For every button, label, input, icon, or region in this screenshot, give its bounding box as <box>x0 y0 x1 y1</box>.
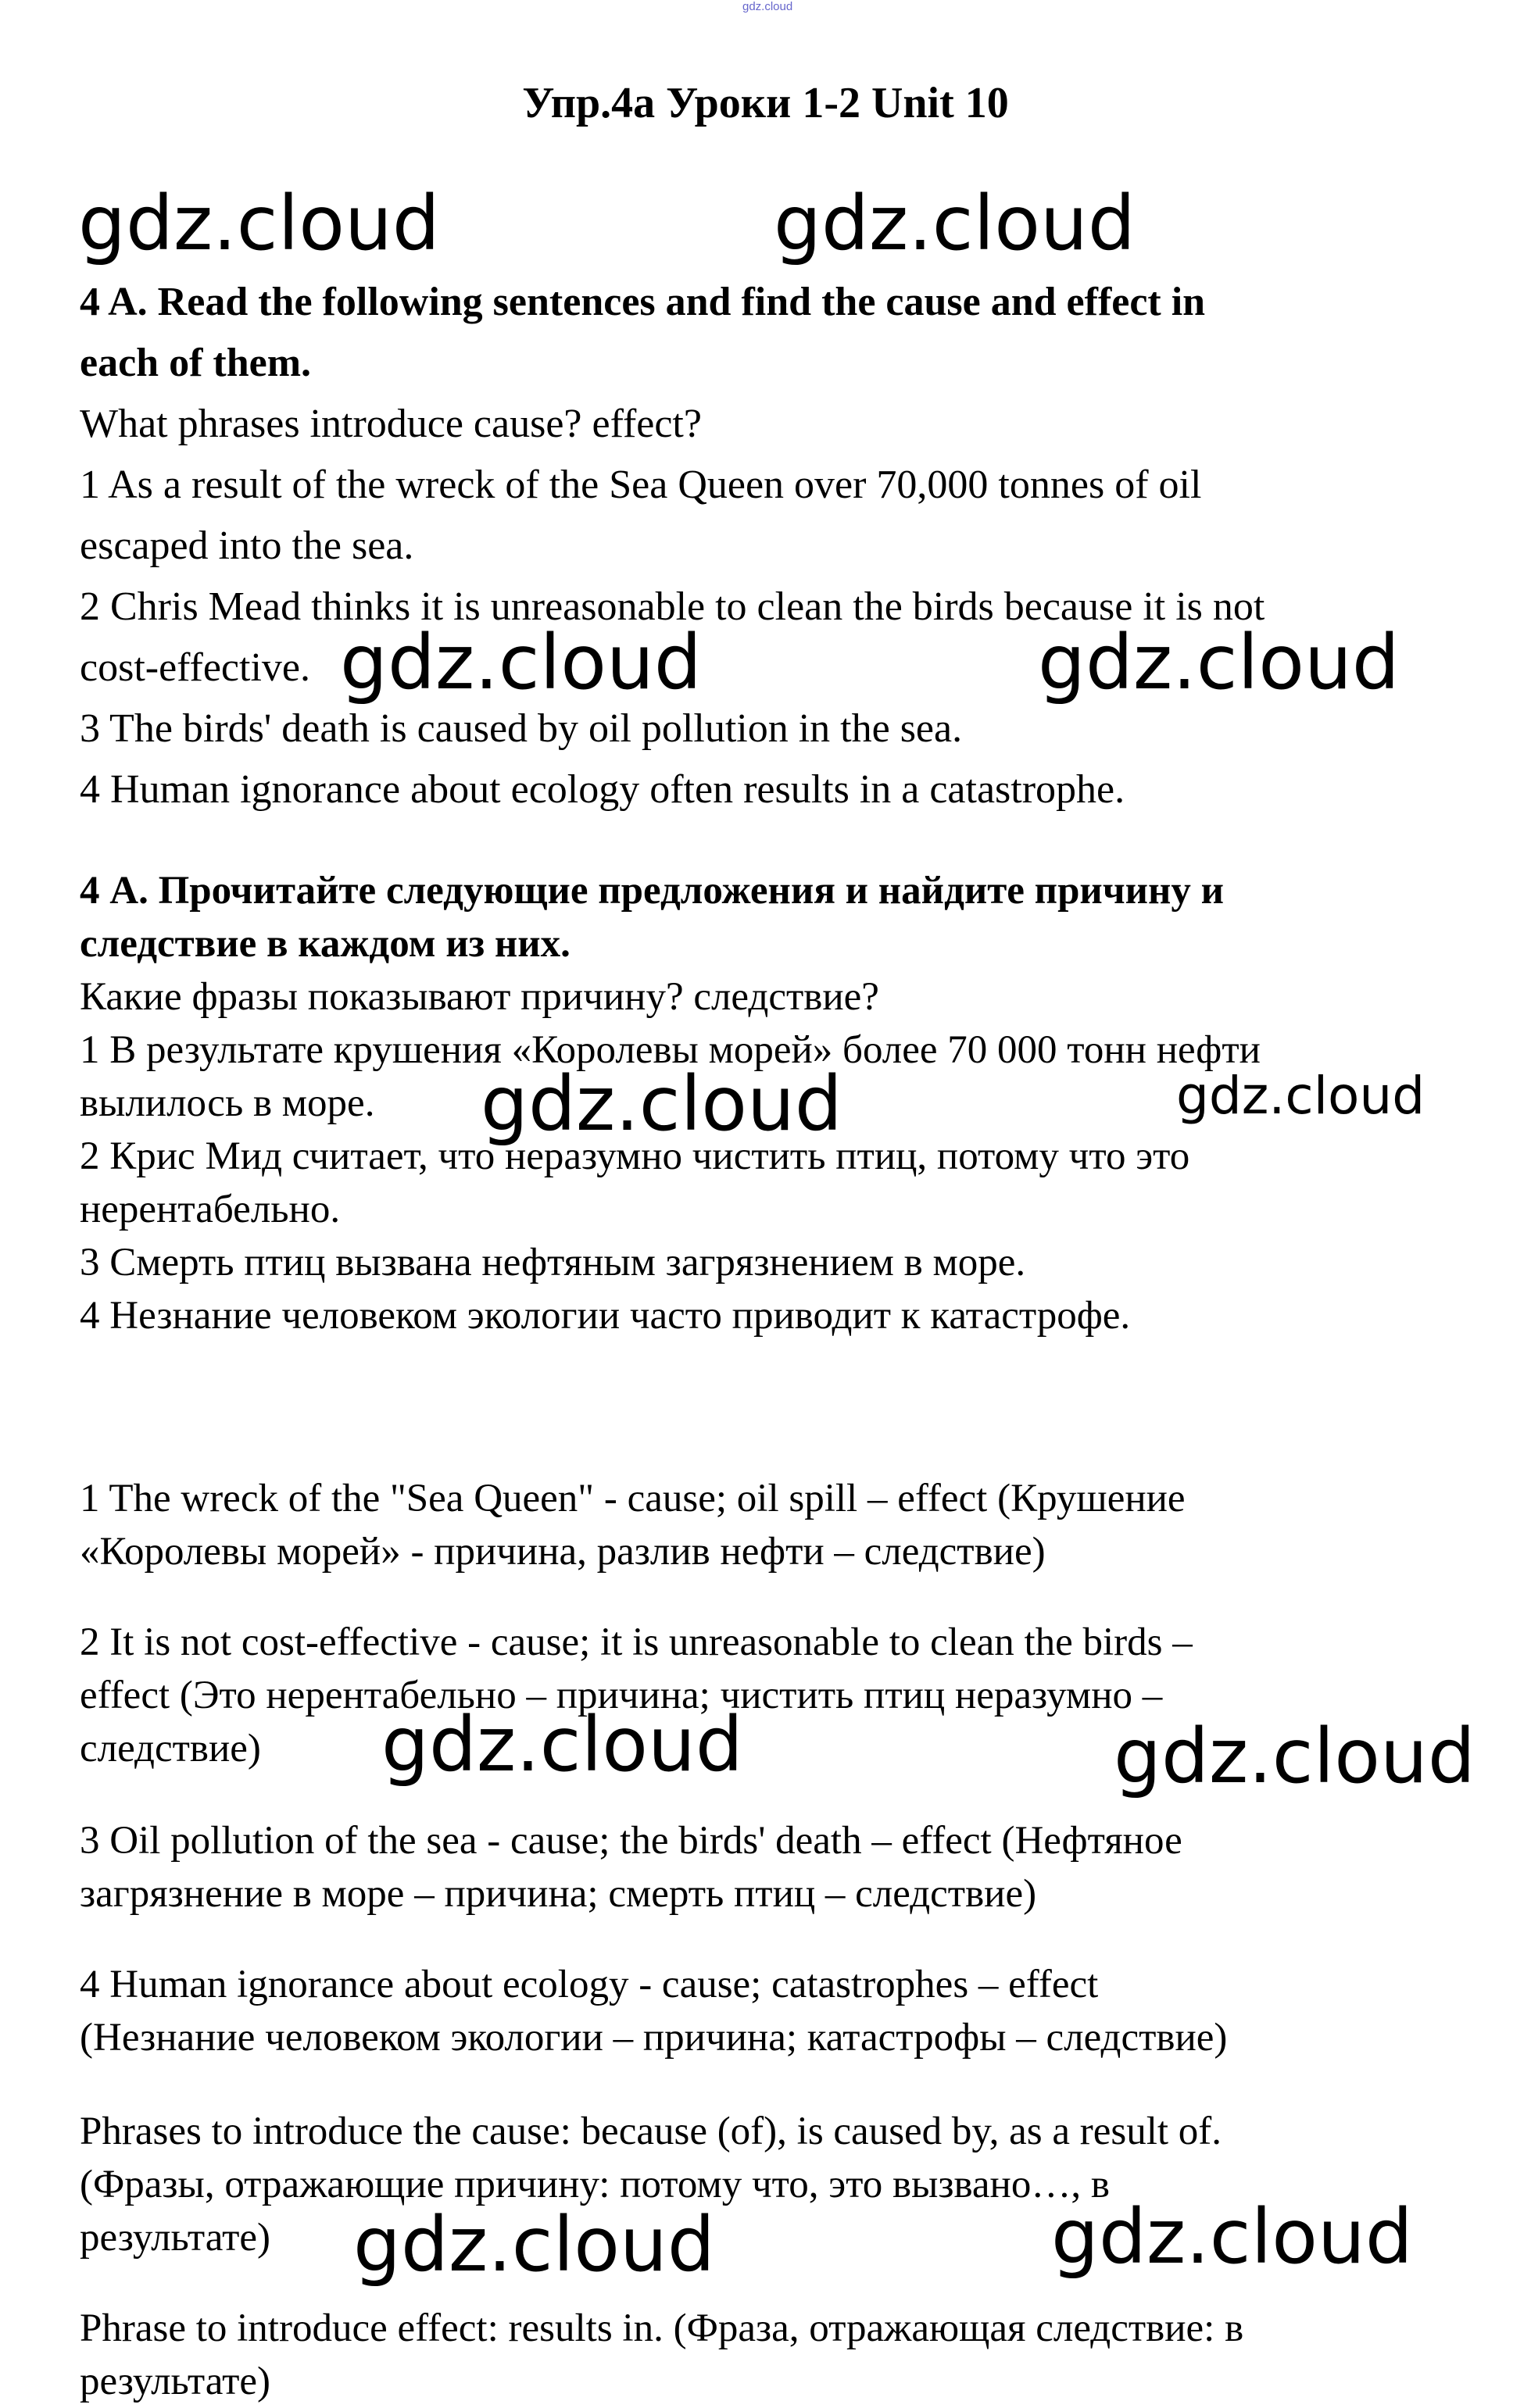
watermark: gdz.cloud <box>1114 1713 1476 1800</box>
answer-2-line2: effect (Это нерентабельно – причина; чистить птиц неразумно – <box>80 1674 1163 1717</box>
effect-phrases <box>80 2302 1446 2408</box>
russian-question: Какие фразы показывают причину? следствие? <box>80 975 879 1019</box>
english-sentence-2-line1: 2 Chris Mead thinks it is unreasonable to clean the birds because it is not <box>80 584 1265 629</box>
watermark: gdz.cloud <box>774 180 1136 267</box>
english-question: What phrases introduce cause? effect? <box>80 402 702 446</box>
effect-phrases-line2: результате) <box>80 2360 270 2403</box>
cause-phrases-line2: (Фразы, отражающие причину: потому что, это вызвано…, в <box>80 2163 1110 2206</box>
russian-sentence-2-line1: 2 Крис Мид считает, что неразумно чистить птиц, потому что это <box>80 1134 1190 1178</box>
answer-2-line1: 2 It is not cost-effective - cause; it is unreasonable to clean the birds – <box>80 1620 1193 1664</box>
watermark: gdz.cloud <box>340 619 702 706</box>
russian-sentence-1-line1: 1 В результате крушения «Королевы морей» более 70 000 тонн нефти <box>80 1028 1261 1072</box>
header-watermark: gdz.cloud <box>742 0 793 13</box>
watermark: gdz.cloud <box>1038 619 1400 706</box>
cause-phrases-line1: Phrases to introduce the cause: because (of), is caused by, as a result of. <box>80 2110 1222 2153</box>
russian-heading-line2: следствие в каждом из них. <box>80 922 571 966</box>
answer-4-line2: (Незнание человеком экологии – причина; катастрофы – следствие) <box>80 2016 1228 2060</box>
answer-3-line1: 3 Oil pollution of the sea - cause; the birds' death – effect (Нефтяное <box>80 1819 1182 1863</box>
answer-2-line3: следствие) <box>80 1727 261 1770</box>
english-sentence-2-line2: cost-effective. <box>80 645 310 690</box>
russian-sentence-3: 3 Смерть птиц вызвана нефтяным загрязнением в море. <box>80 1241 1026 1284</box>
russian-sentence-2-line2: нерентабельно. <box>80 1188 341 1231</box>
english-sentence-4: 4 Human ignorance about ecology often results in a catastrophe. <box>80 767 1125 812</box>
watermark: gdz.cloud <box>353 2201 715 2288</box>
english-heading-line2: each of them. <box>80 341 312 385</box>
english-sentence-1-line2: escaped into the sea. <box>80 523 414 568</box>
answer-1 <box>80 1472 1446 1578</box>
russian-sentence-4: 4 Незнание человеком экологии часто приводит к катастрофе. <box>80 1294 1131 1338</box>
watermark: gdz.cloud <box>1051 2193 1413 2281</box>
cause-phrases-line3: результате) <box>80 2216 270 2260</box>
effect-phrases-line1: Phrase to introduce effect: results in. (Фраза, отражающая следствие: в <box>80 2306 1244 2350</box>
answer-1-line2: «Королевы морей» - причина, разлив нефти – следствие) <box>80 1530 1046 1574</box>
watermark: gdz.cloud <box>381 1701 743 1788</box>
english-sentence-1-line1: 1 As a result of the wreck of the Sea Queen over 70,000 tonnes of oil <box>80 463 1202 507</box>
answer-3 <box>80 1814 1446 1920</box>
answer-4-line1: 4 Human ignorance about ecology - cause; catastrophes – effect <box>80 1963 1099 2006</box>
answer-4 <box>80 1958 1446 2064</box>
russian-heading-line1: 4 А. Прочитайте следующие предложения и найдите причину и <box>80 869 1224 913</box>
english-heading-line1: 4 A. Read the following sentences and find the cause and effect in <box>80 280 1206 324</box>
watermark: gdz.cloud <box>481 1060 842 1148</box>
watermark: gdz.cloud <box>1176 1066 1425 1126</box>
answer-1-line1: 1 The wreck of the "Sea Queen" - cause; oil spill – effect (Крушение <box>80 1477 1186 1520</box>
english-sentence-3: 3 The birds' death is caused by oil pollution in the sea. <box>80 706 963 751</box>
answer-3-line2: загрязнение в море – причина; смерть птиц – следствие) <box>80 1872 1037 1916</box>
page-title: Упр.4а Уроки 1-2 Unit 10 <box>522 79 1009 127</box>
watermark: gdz.cloud <box>78 180 440 267</box>
russian-sentence-1-line2: вылилось в море. <box>80 1081 375 1125</box>
